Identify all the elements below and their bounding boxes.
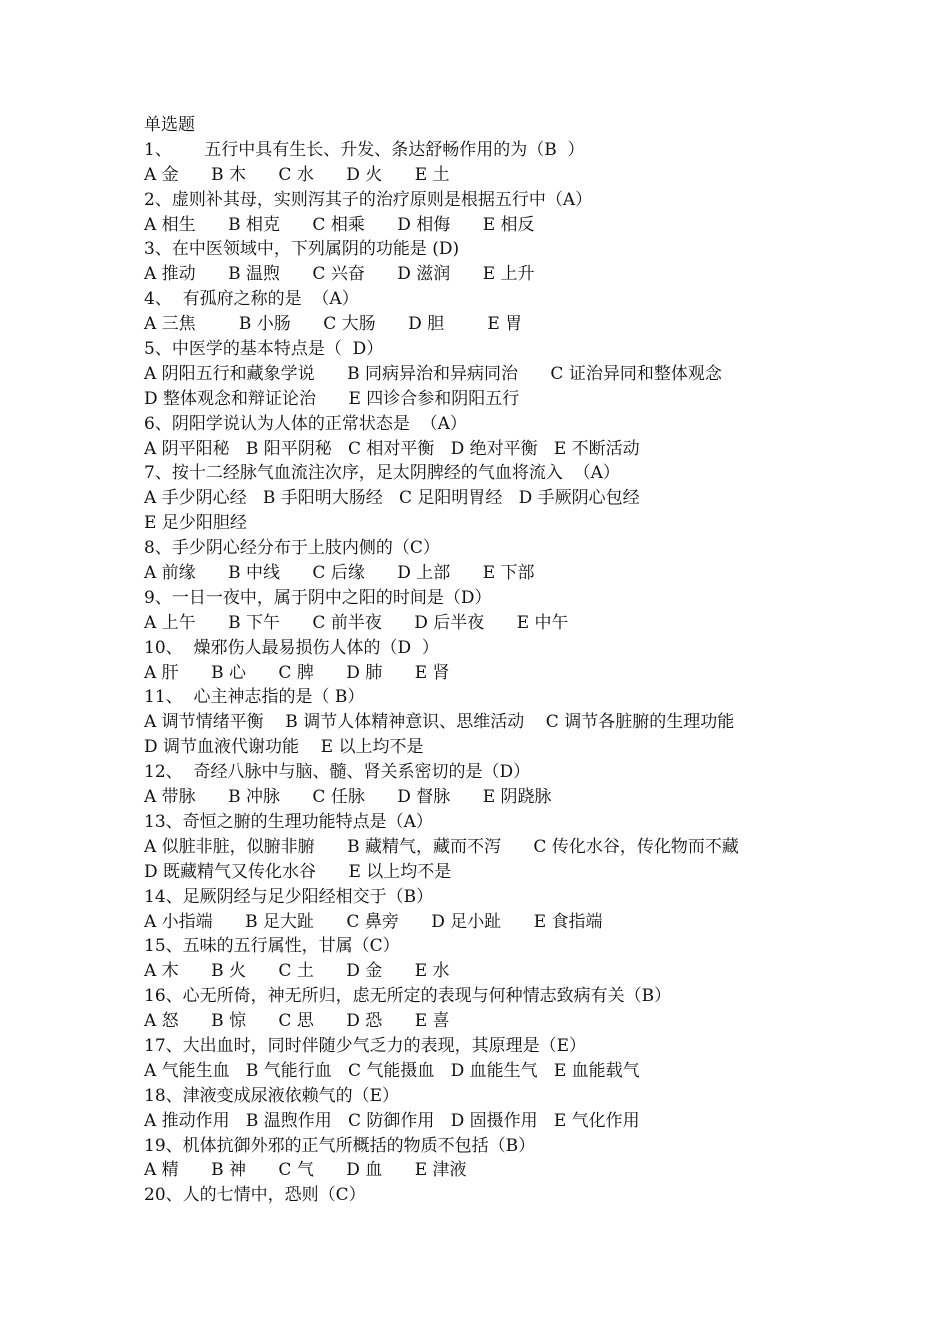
- answer-options-line: A 推动 B 温煦 C 兴奋 D 滋润 E 上升: [144, 264, 535, 285]
- answer-options-line: A 阴平阳秘 B 阳平阴秘 C 相对平衡 D 绝对平衡 E 不断活动: [144, 438, 640, 459]
- question-line: 3、在中医领域中，下列属阴的功能是 (D): [144, 239, 460, 260]
- question-line: 5、中医学的基本特点是（ D）: [144, 339, 384, 360]
- question-line: 18、津液变成尿液依赖气的（E）: [144, 1085, 400, 1106]
- question-line: 20、人的七情中，恐则（C）: [144, 1185, 366, 1206]
- question-line: 4、 有孤府之称的是 （A）: [144, 289, 359, 310]
- answer-options-line: A 带脉 B 冲脉 C 任脉 D 督脉 E 阴跷脉: [144, 787, 552, 808]
- document-body: [144, 113, 824, 1208]
- question-line: 16、心无所倚，神无所归，虑无所定的表现与何种情志致病有关（B）: [144, 986, 672, 1007]
- question-line: 14、足厥阴经与足少阳经相交于（B）: [144, 886, 434, 907]
- answer-options-line: A 气能生血 B 气能行血 C 气能摄血 D 血能生气 E 血能载气: [144, 1060, 640, 1081]
- answer-options-line: A 三焦 B 小肠 C 大肠 D 胆 E 胃: [144, 314, 523, 335]
- question-line: 13、奇恒之腑的生理功能特点是（A）: [144, 811, 433, 832]
- answer-options-line: A 调节情绪平衡 B 调节人体精神意识、思维活动 C 调节各脏腑的生理功能: [144, 712, 735, 733]
- answer-options-line: A 上午 B 下午 C 前半夜 D 后半夜 E 中午: [144, 612, 569, 633]
- answer-options-line: A 前缘 B 中线 C 后缘 D 上部 E 下部: [144, 563, 535, 584]
- question-line: 8、手少阴心经分布于上肢内侧的（C）: [144, 538, 440, 559]
- question-line: 9、一日一夜中，属于阴中之阳的时间是（D）: [144, 587, 492, 608]
- answer-options-line: D 既藏精气又传化水谷 E 以上均不是: [144, 861, 452, 882]
- question-line: 17、大出血时，同时伴随少气乏力的表现，其原理是（E）: [144, 1035, 587, 1056]
- answer-options-line: D 整体观念和辩证论治 E 四诊合参和阴阳五行: [144, 388, 520, 409]
- question-list: [144, 138, 824, 1208]
- answer-options-line: A 推动作用 B 温煦作用 C 防御作用 D 固摄作用 E 气化作用: [144, 1110, 640, 1131]
- answer-options-line: E 足少阳胆经: [144, 513, 247, 534]
- answer-options-line: A 木 B 火 C 土 D 金 E 水: [144, 961, 450, 982]
- answer-options-line: A 肝 B 心 C 脾 D 肺 E 肾: [144, 662, 450, 683]
- answer-options-line: A 精 B 神 C 气 D 血 E 津液: [144, 1160, 467, 1181]
- answer-options-line: A 手少阴心经 B 手阳明大肠经 C 足阳明胃经 D 手厥阴心包经: [144, 488, 640, 509]
- question-line: 11、 心主神志指的是（ B）: [144, 687, 365, 708]
- answer-options-line: A 相生 B 相克 C 相乘 D 相侮 E 相反: [144, 214, 535, 235]
- answer-options-line: A 似脏非脏，似腑非腑 B 藏精气，藏而不泻 C 传化水谷，传化物而不藏: [144, 836, 739, 857]
- answer-options-line: D 调节血液代谢功能 E 以上均不是: [144, 737, 424, 758]
- question-line: 12、 奇经八脉中与脑、髓、肾关系密切的是（D）: [144, 762, 531, 783]
- question-line: 15、五味的五行属性，甘属（C）: [144, 936, 400, 957]
- question-line: 19、机体抗御外邪的正气所概括的物质不包括（B）: [144, 1135, 536, 1156]
- section-title: 单选题: [144, 115, 195, 135]
- question-line: 7、按十二经脉气血流注次序，足太阴脾经的气血将流入 （A）: [144, 463, 620, 484]
- answer-options-line: A 阴阳五行和藏象学说 B 同病异治和异病同治 C 证治异同和整体观念: [144, 363, 722, 384]
- question-line: 1、 五行中具有生长、升发、条达舒畅作用的为（B ）: [144, 139, 585, 160]
- answer-options-line: A 小指端 B 足大趾 C 鼻旁 D 足小趾 E 食指端: [144, 911, 603, 932]
- answer-options-line: A 怒 B 惊 C 思 D 恐 E 喜: [144, 1011, 450, 1032]
- question-line: 2、虚则补其母，实则泻其子的治疗原则是根据五行中（A）: [144, 189, 593, 210]
- answer-options-line: A 金 B 木 C 水 D 火 E 土: [144, 164, 450, 185]
- question-line: 6、阴阳学说认为人体的正常状态是 （A）: [144, 413, 467, 434]
- question-line: 10、 燥邪伤人最易损伤人体的（D ）: [144, 637, 439, 658]
